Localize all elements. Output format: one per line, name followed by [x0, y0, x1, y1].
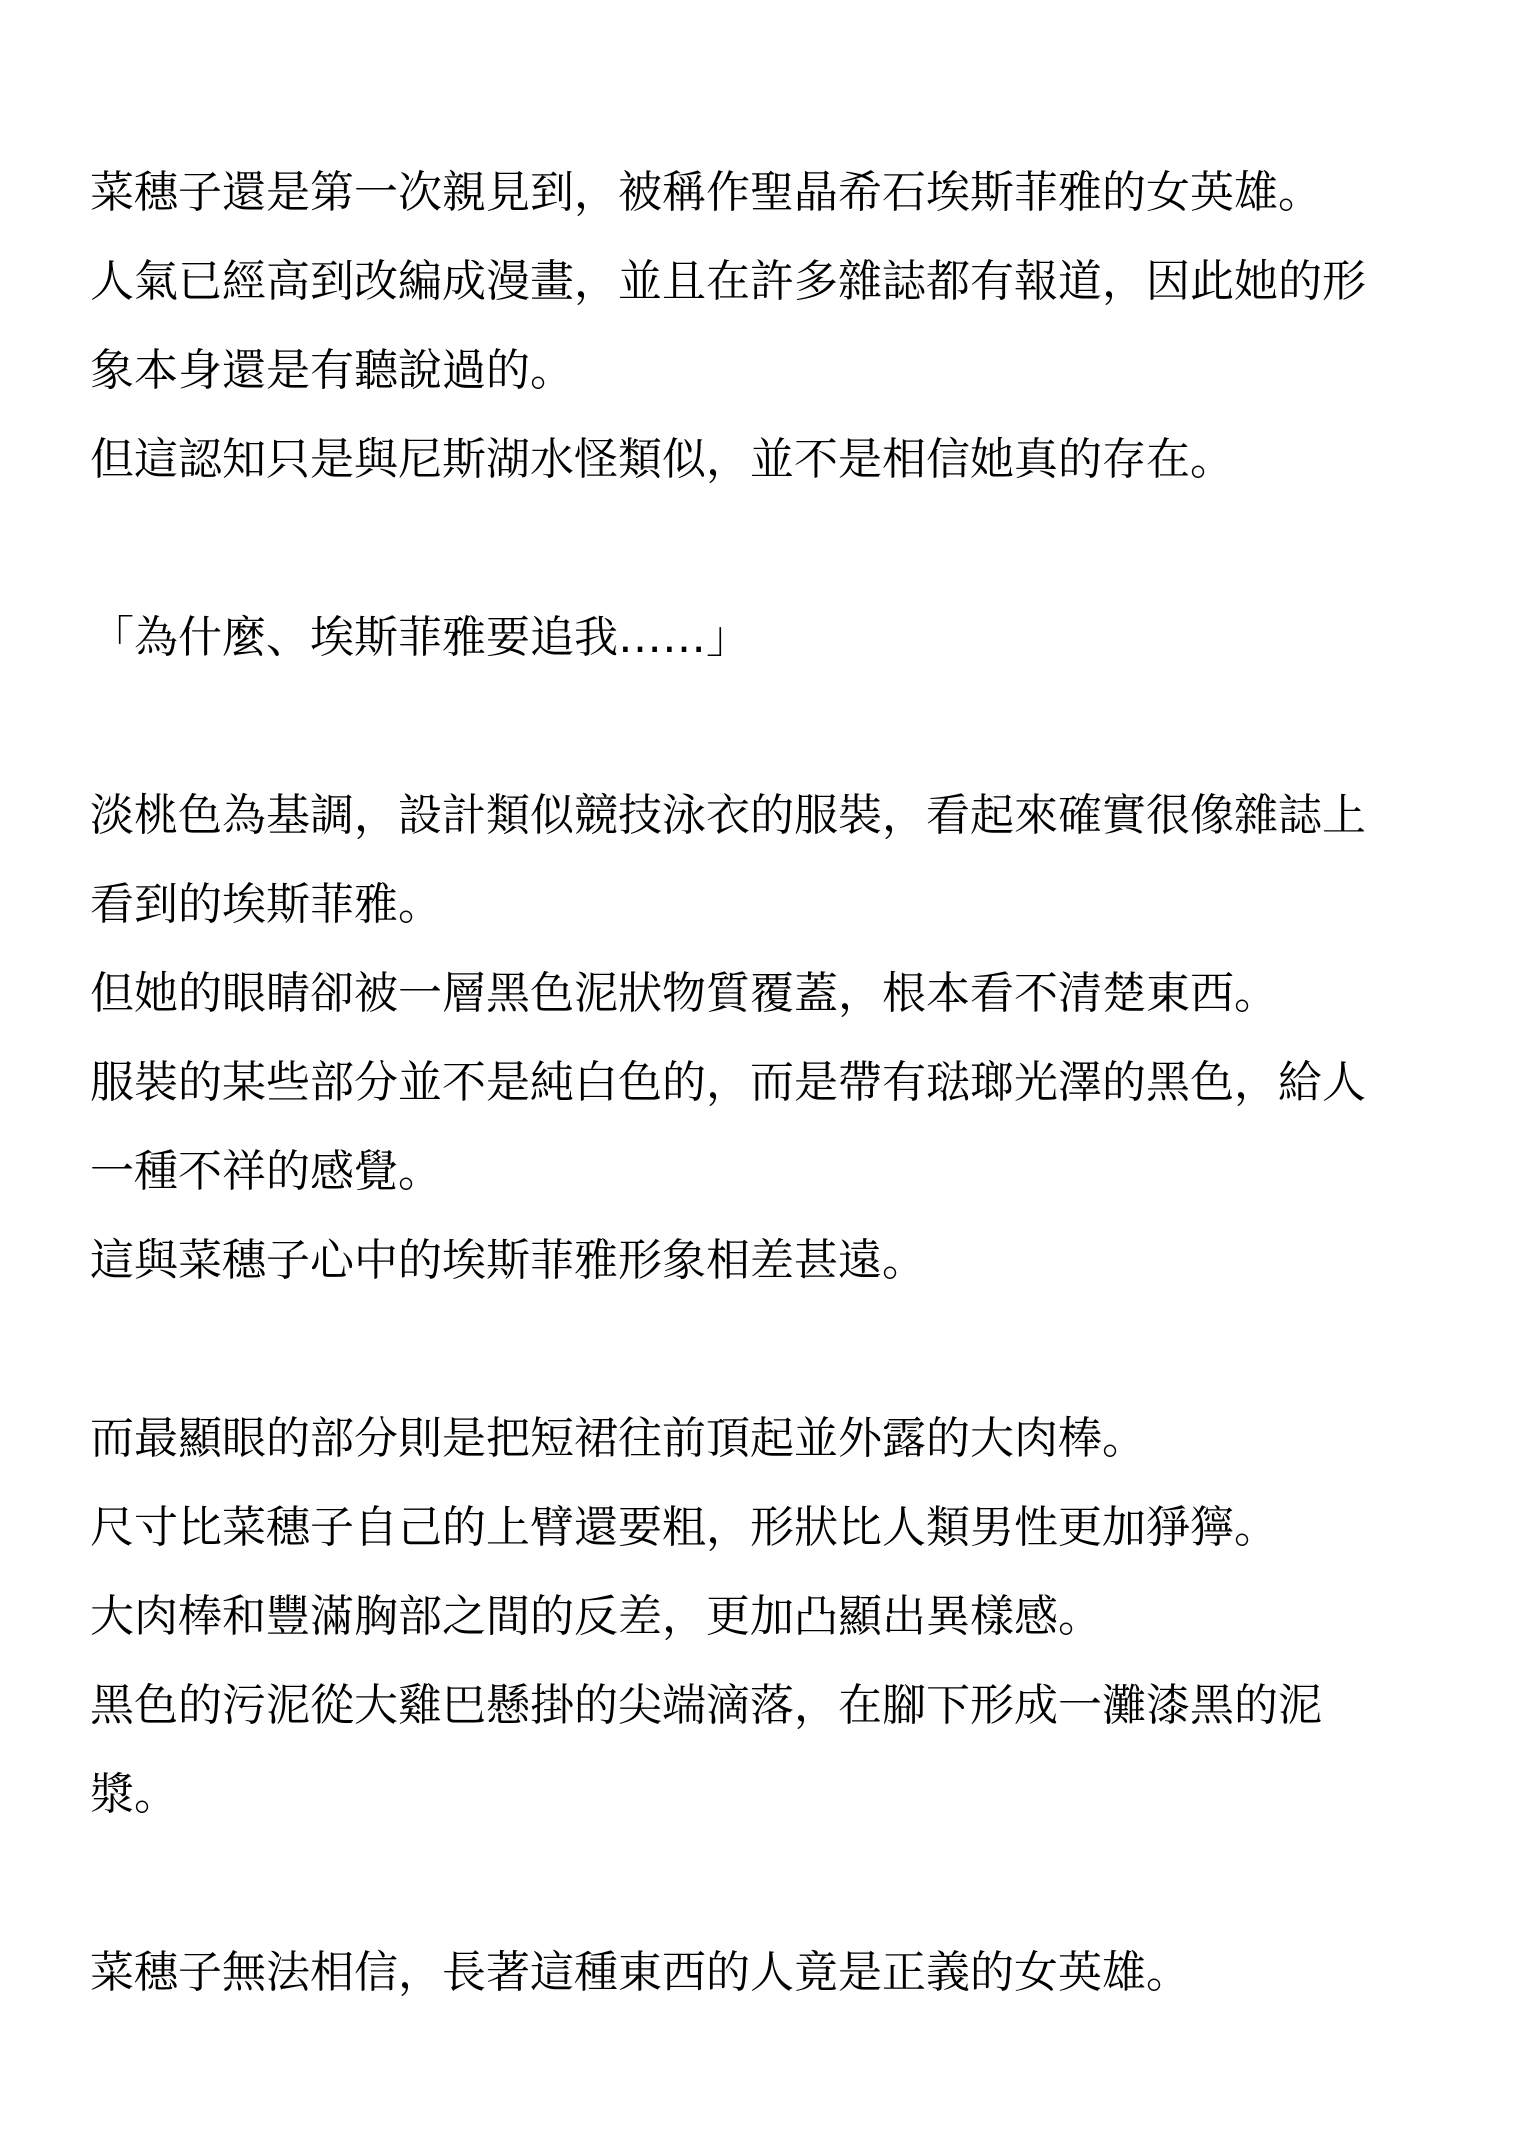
- text-line: 菜穗子無法相信，長著這種東西的人竟是正義的女英雄。: [90, 1947, 1190, 1998]
- text-body: [90, 148, 1450, 2017]
- text-line: 看到的埃斯菲雅。: [90, 879, 442, 930]
- paragraph-4: [90, 1394, 1450, 1839]
- paragraph-spacer: [90, 682, 1450, 771]
- paragraph-5: [90, 1928, 1450, 2017]
- paragraph-1: [90, 148, 1450, 504]
- text-line: 大肉棒和豐滿胸部之間的反差，更加凸顯出異樣感。: [90, 1591, 1102, 1642]
- text-line: 淡桃色為基調，設計類似競技泳衣的服裝，看起來確實很像雜誌上: [90, 790, 1366, 841]
- text-line: 一種不祥的感覺。: [90, 1146, 442, 1197]
- dialogue-line: 「為什麼、埃斯菲雅要追我……」: [90, 612, 750, 663]
- paragraph-spacer: [90, 504, 1450, 593]
- text-line: 而最顯眼的部分則是把短裙往前頂起並外露的大肉棒。: [90, 1413, 1146, 1464]
- text-line: 象本身還是有聽說過的。: [90, 345, 574, 396]
- paragraph-spacer: [90, 1305, 1450, 1394]
- paragraph-spacer: [90, 1839, 1450, 1928]
- text-line: 但她的眼睛卻被一層黑色泥狀物質覆蓋，根本看不清楚東西。: [90, 968, 1278, 1019]
- text-line: 人氣已經高到改編成漫畫，並且在許多雜誌都有報道，因此她的形: [90, 256, 1366, 307]
- text-line: 但這認知只是與尼斯湖水怪類似，並不是相信她真的存在。: [90, 434, 1234, 485]
- text-line: 漿。: [90, 1769, 178, 1820]
- paragraph-2: [90, 593, 1450, 682]
- text-line: 這與菜穗子心中的埃斯菲雅形象相差甚遠。: [90, 1235, 926, 1286]
- text-line: 服裝的某些部分並不是純白色的，而是帶有琺瑯光澤的黑色，給人: [90, 1057, 1366, 1108]
- text-line: 尺寸比菜穗子自己的上臂還要粗，形狀比人類男性更加猙獰。: [90, 1502, 1278, 1553]
- text-line: 菜穗子還是第一次親見到，被稱作聖晶希石埃斯菲雅的女英雄。: [90, 167, 1322, 218]
- text-line: 黑色的污泥從大雞巴懸掛的尖端滴落，在腳下形成一灘漆黑的泥: [90, 1680, 1322, 1731]
- paragraph-3: [90, 771, 1450, 1305]
